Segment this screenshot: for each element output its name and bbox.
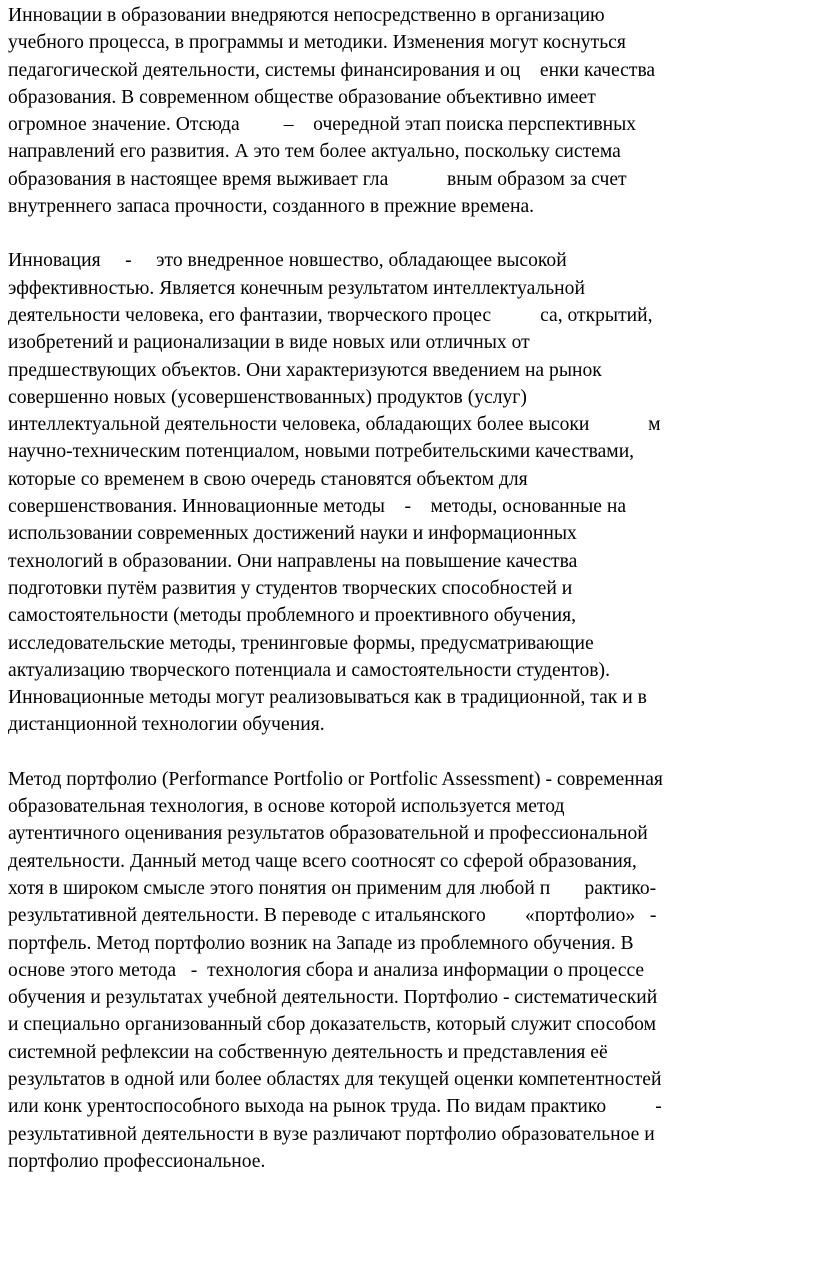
text-line: обучения и результатах учебной деятельности. Портфолио - систематический [8,987,658,1009]
text-line: совершенно новых (усовершенствованных) продуктов (услуг) [8,386,527,408]
text-line: направлений его развития. А это тем более актуально, поскольку система [8,141,621,163]
text-line: портфель. Метод портфолио возник на Западе из проблемного обучения. В [8,932,634,954]
paragraph-portfolio-method [8,766,816,1175]
text-line: результативной деятельности в вузе различают портфолио образовательное и [8,1123,655,1145]
text-line: аутентичного оценивания результатов образовательной и профессиональной [8,823,648,845]
text-line: системной рефлексии на собственную деятельность и представления её [8,1041,608,1063]
paragraph-innovation-definition [8,247,816,738]
text-line: эффективностью. Является конечным результатом интеллектуальной [8,277,585,299]
text-line: подготовки путём развития у студентов творческих способностей и [8,577,573,599]
text-line: портфолио профессиональное. [8,1150,266,1172]
text-line: которые со временем в свою очередь становятся объектом для [8,468,528,490]
text-line: изобретений и рационализации в виде новых или отличных от [8,332,530,354]
text-line: основе этого метода - технология сбора и анализа информации о процессе [8,959,645,981]
document-page [8,0,816,1175]
paragraph-innovations-in-education [8,2,816,220]
text-line: предшествующих объектов. Они характеризуются введением на рынок [8,359,602,381]
text-line: интеллектуальной деятельности человека, обладающих более высоки м [8,414,661,436]
text-line: педагогической деятельности, системы финансирования и оц енки качества [8,59,656,81]
text-line: и специально организованный сбор доказательств, который служит способом [8,1014,656,1036]
text-line: образования в настоящее время выживает гла вным образом за счет [8,168,627,190]
text-line: Инновации в образовании внедряются непосредственно в организацию [8,5,605,26]
text-line: актуализацию творческого потенциала и самостоятельности студентов). [8,659,610,681]
text-line: результатов в одной или более областях для текущей оценки компетентностей [8,1068,662,1090]
text-line: учебного процесса, в программы и методики. Изменения могут коснуться [8,32,626,54]
text-line: исследовательские методы, тренинговые формы, предусматривающие [8,632,594,654]
text-line: технологий в образовании. Они направлены на повышение качества [8,550,578,572]
text-line: образования. В современном обществе образование объективно имеет [8,86,596,108]
paragraph-spacer [8,220,816,247]
text-line: или конк урентоспособного выхода на рынок труда. По видам практико - [8,1096,662,1118]
text-line: огромное значение. Отсюда – очередной этап поиска перспективных [8,114,637,136]
text-line: внутреннего запаса прочности, созданного в прежние времена. [8,196,535,218]
text-line: Метод портфолио (Performance Portfolio or Portfolic Assessment) - современная [8,768,663,790]
text-line: деятельности. Данный метод чаще всего соотносят со сферой образования, [8,850,637,872]
text-line: хотя в широком смысле этого понятия он применим для любой п рактико- [8,877,657,899]
text-line: научно-техническим потенциалом, новыми потребительскими качествами, [8,441,635,463]
text-line: Инновация - это внедренное новшество, обладающее высокой [8,250,567,272]
text-line: Инновационные методы могут реализовываться как в традиционной, так и в [8,687,647,709]
text-line: деятельности человека, его фантазии, творческого процес са, открытий, [8,304,653,326]
text-line: образовательная технология, в основе которой используется метод [8,796,565,818]
text-line: использовании современных достижений науки и информационных [8,523,577,545]
text-line: дистанционной технологии обучения. [8,714,325,736]
paragraph-spacer [8,739,816,766]
text-line: результативной деятельности. В переводе с итальянского «портфолио» - [8,905,657,927]
text-line: совершенствования. Инновационные методы - методы, основанные на [8,496,627,518]
text-line: самостоятельности (методы проблемного и проективного обучения, [8,605,577,627]
